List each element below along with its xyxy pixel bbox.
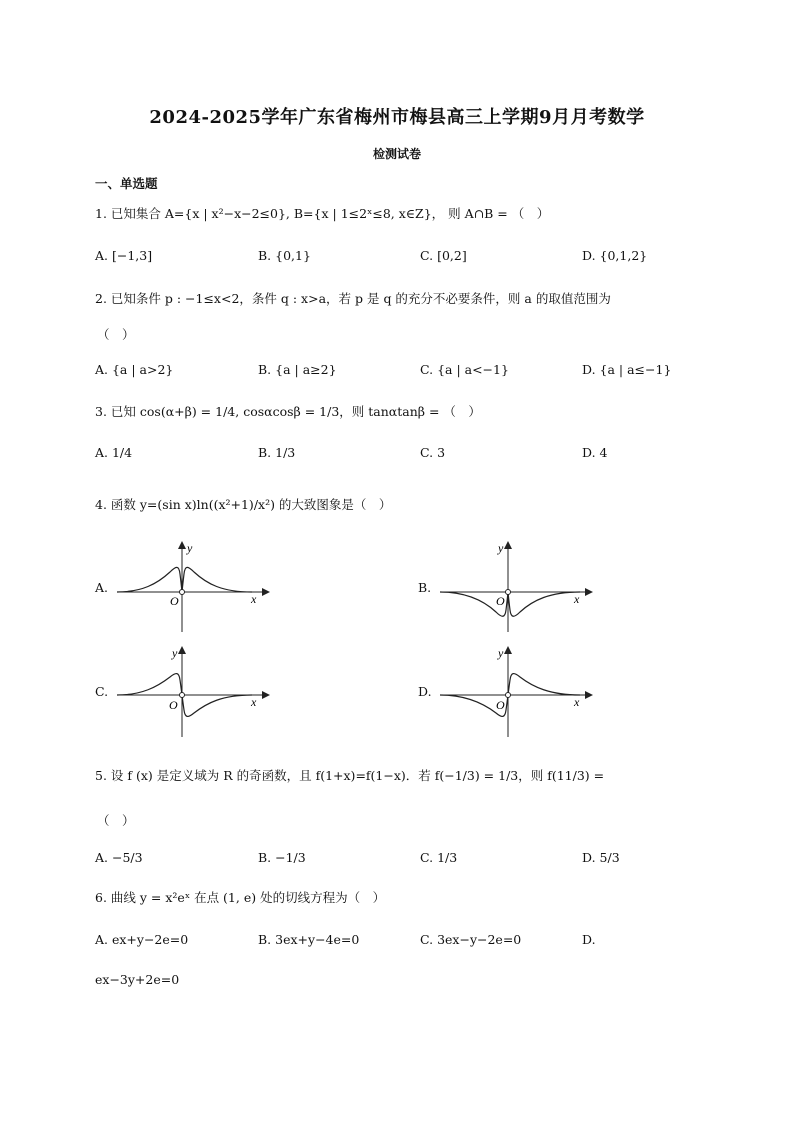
- q4-option-d-label: D.: [418, 684, 432, 699]
- q4-option-c-label: C.: [95, 684, 109, 699]
- graph-c-origin-label: O: [169, 698, 178, 712]
- graph-a-origin-label: O: [170, 594, 179, 608]
- question-1-stem: 1. 已知集合 A={x | x²−x−2≤0}, B={x | 1≤2ˣ≤8, x∈Z}， 则 A∩B = （ ）: [95, 206, 550, 221]
- question-4-stem: 4. 函数 y=(sin x)ln((x²+1)/x²) 的大致图象是（ ）: [95, 497, 392, 512]
- q5-option-c: C. 1/3: [420, 850, 458, 865]
- graph-option-b: [435, 540, 595, 635]
- page-subtitle: 检测试卷: [372, 147, 421, 161]
- graph-a-y-label: y: [187, 541, 193, 555]
- graph-b-origin-label: O: [496, 594, 505, 608]
- q4-option-a-label: A.: [95, 580, 109, 595]
- graph-option-a: [112, 540, 272, 635]
- q2-option-c: C. {a | a<−1}: [420, 362, 509, 377]
- q1-option-a: A. [−1,3]: [95, 248, 153, 263]
- q1-option-c: C. [0,2]: [420, 248, 467, 263]
- q6-option-b: B. 3ex+y−4e=0: [258, 932, 360, 947]
- question-3-stem: 3. 已知 cos(α+β) = 1/4, cosαcosβ = 1/3，则 tanαtanβ = （ ）: [95, 404, 481, 419]
- graph-b-x-label: x: [574, 592, 580, 606]
- q3-option-c: C. 3: [420, 445, 446, 460]
- q5-option-a: A. −5/3: [95, 850, 143, 865]
- q6-option-d: D.: [582, 932, 596, 947]
- q6-option-a: A. ex+y−2e=0: [95, 932, 189, 947]
- question-2-stem: 2. 已知条件 p : −1≤x<2，条件 q : x>a，若 p 是 q 的充分不必要条件，则 a 的取值范围为: [95, 291, 611, 306]
- graph-d-y-label: y: [498, 646, 504, 660]
- q2-option-d: D. {a | a≤−1}: [582, 362, 672, 377]
- q3-option-d: D. 4: [582, 445, 608, 460]
- q1-option-b: B. {0,1}: [258, 248, 311, 263]
- q4-option-b-label: B.: [418, 580, 432, 595]
- q2-option-a: A. {a | a>2}: [95, 362, 174, 377]
- graph-d-origin-label: O: [496, 698, 505, 712]
- q6-option-d-continued: ex−3y+2e=0: [95, 972, 180, 987]
- graph-b-y-label: y: [498, 541, 504, 555]
- graph-option-c: [112, 645, 272, 740]
- q3-option-b: B. 1/3: [258, 445, 296, 460]
- q5-option-d: D. 5/3: [582, 850, 620, 865]
- question-2-blank: （ ）: [97, 327, 135, 342]
- q3-option-a: A. 1/4: [95, 445, 133, 460]
- q1-option-d: D. {0,1,2}: [582, 248, 648, 263]
- q5-option-b: B. −1/3: [258, 850, 306, 865]
- graph-d-x-label: x: [574, 695, 580, 709]
- q2-option-b: B. {a | a≥2}: [258, 362, 337, 377]
- question-6-stem: 6. 曲线 y = x²eˣ 在点 (1, e) 处的切线方程为（ ）: [95, 890, 386, 905]
- page-title: 2024-2025学年广东省梅州市梅县高三上学期9月月考数学: [149, 107, 645, 128]
- graph-a-x-label: x: [251, 592, 257, 606]
- question-5-blank: （ ）: [97, 813, 135, 828]
- section-heading: 一、单选题: [95, 176, 158, 191]
- graph-c-y-label: y: [172, 646, 178, 660]
- q6-option-c: C. 3ex−y−2e=0: [420, 932, 522, 947]
- graph-c-x-label: x: [251, 695, 257, 709]
- graph-option-d: [435, 645, 595, 740]
- question-5-stem: 5. 设 f (x) 是定义域为 R 的奇函数，且 f(1+x)=f(1−x)．若 f(−1/3) = 1/3，则 f(11/3) =: [95, 768, 605, 783]
